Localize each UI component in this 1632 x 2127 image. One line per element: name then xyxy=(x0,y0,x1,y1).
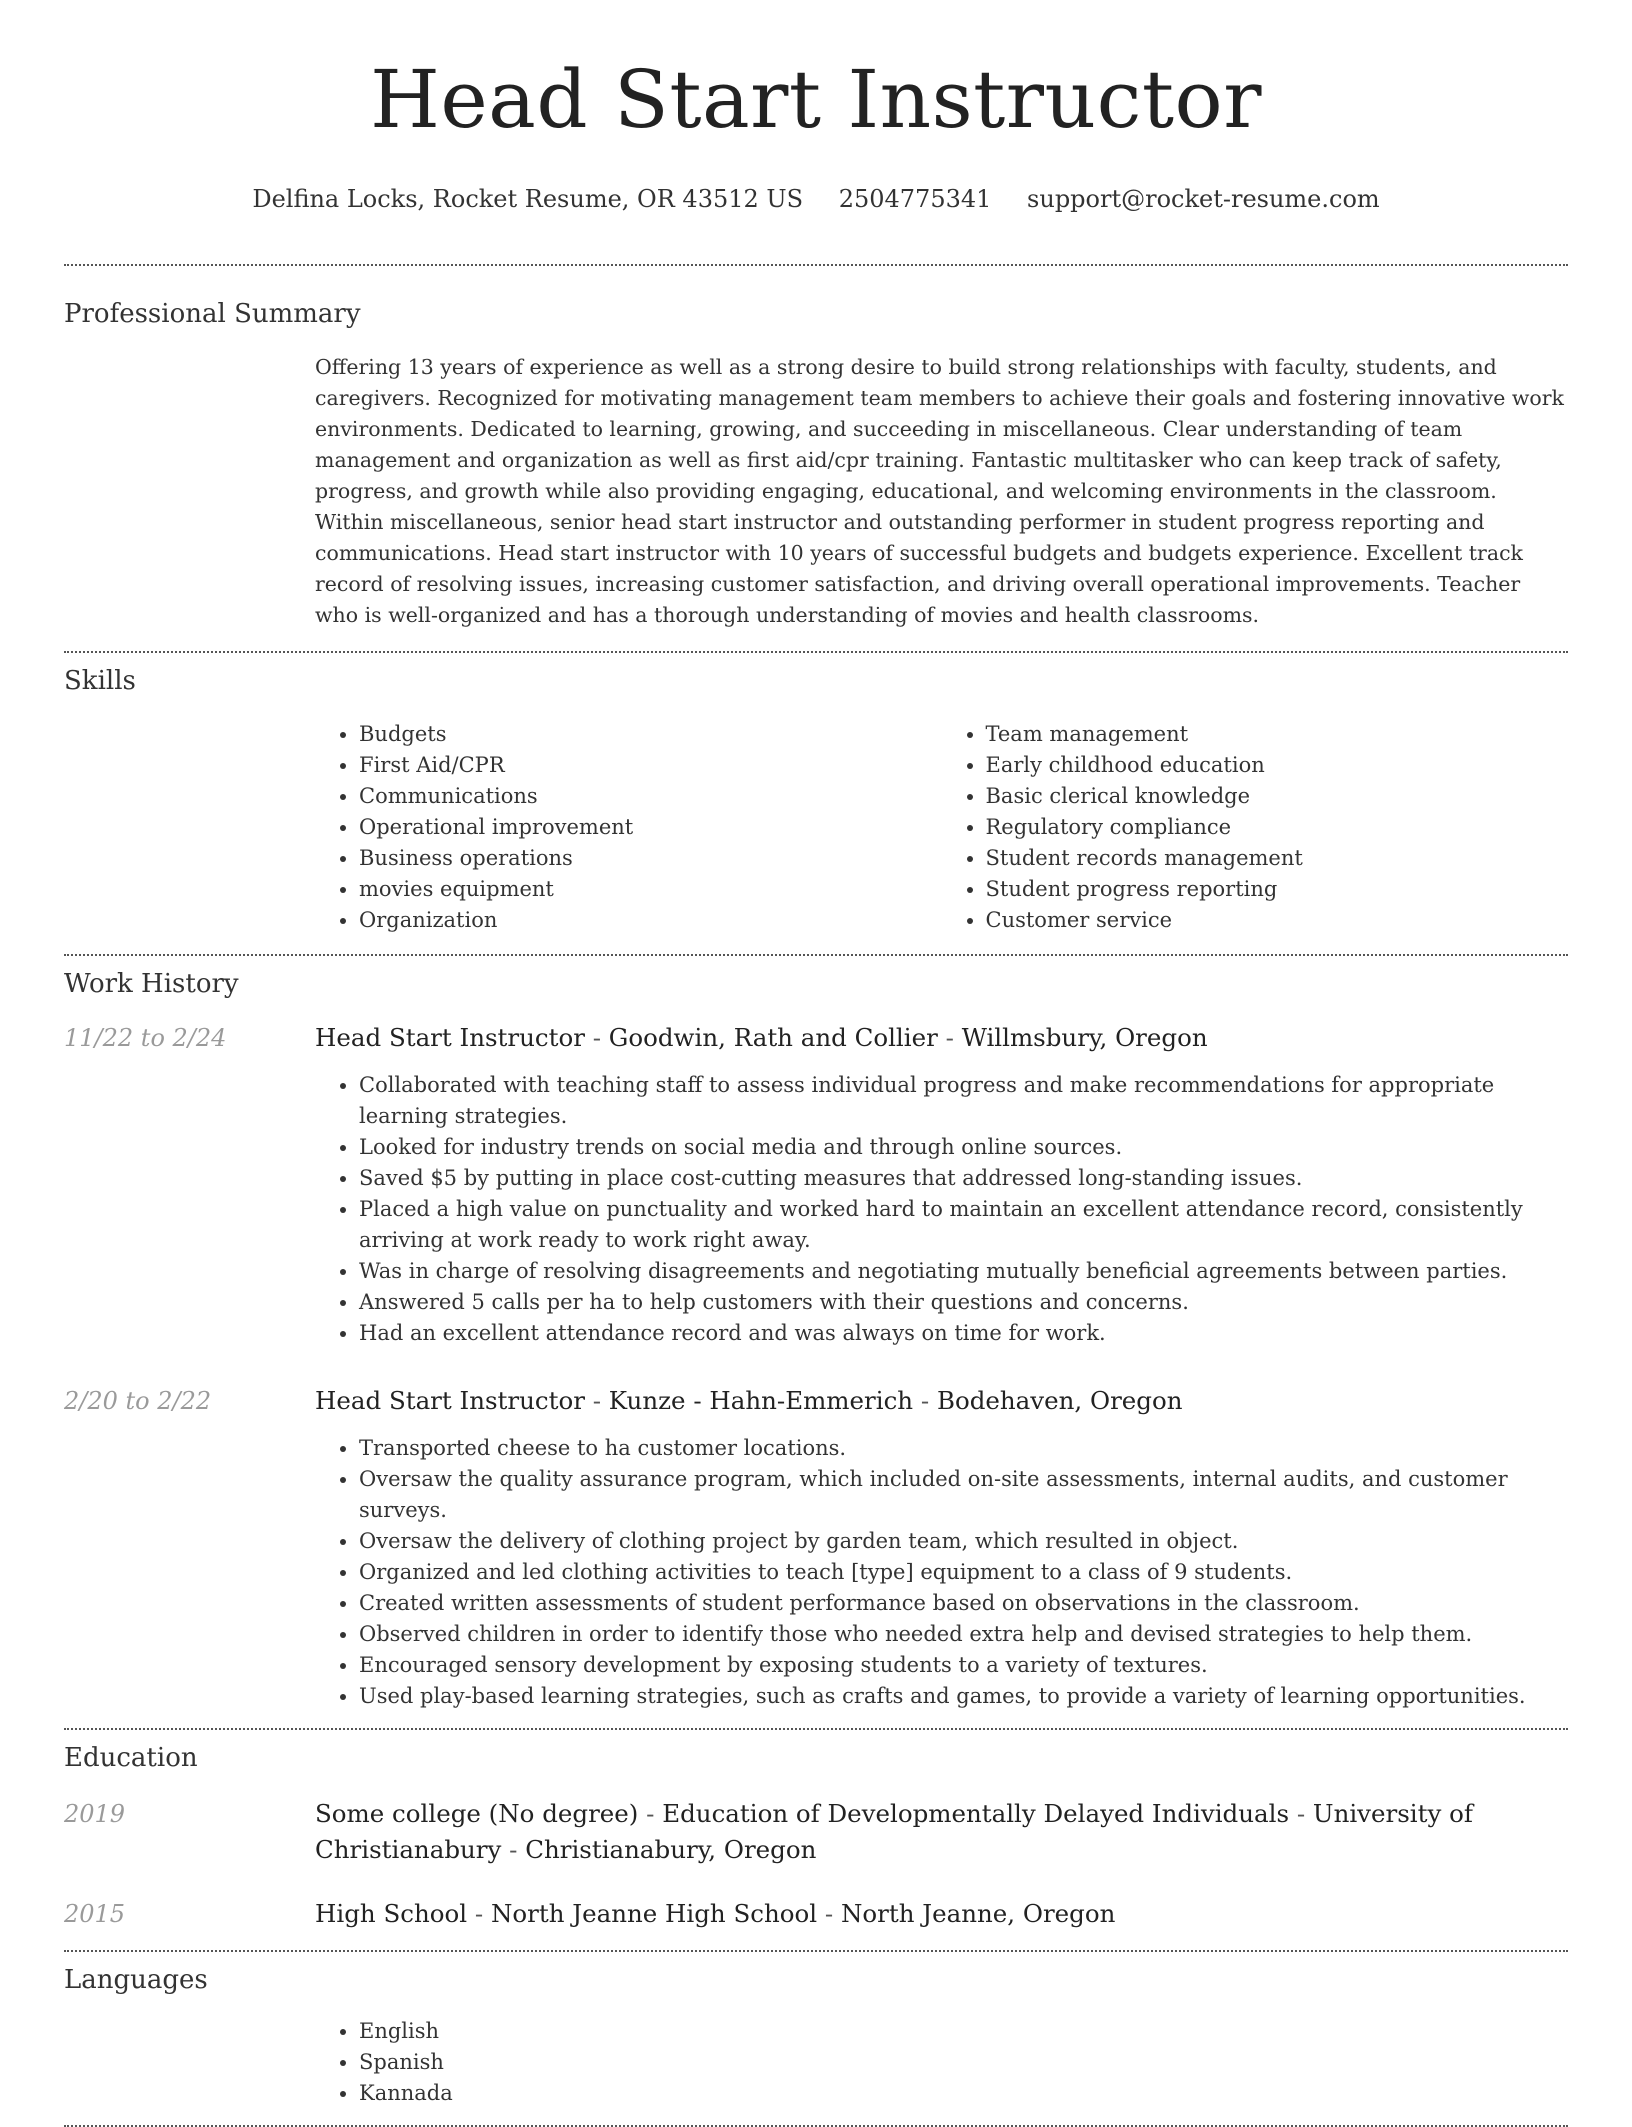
job-company: Goodwin, Rath and Collier xyxy=(608,1023,938,1052)
job-bullet: • Collaborated with teaching staff to assess individual progress and make recommendations for appropriate learning strategies. xyxy=(359,1070,1568,1132)
section-heading-work: Work History xyxy=(64,969,239,999)
education-degree: Some college (No degree) xyxy=(315,1799,639,1828)
contact-email: support@rocket-resume.com xyxy=(1027,185,1380,213)
skill-item: • Student progress reporting xyxy=(986,874,1569,905)
education-title-line: High School - North Jeanne High School - North Jeanne, Oregon xyxy=(315,1899,1116,1928)
job-bullet: • Encouraged sensory development by exposing students to a variety of textures. xyxy=(359,1650,1568,1681)
skill-item: • Basic clerical knowledge xyxy=(986,781,1569,812)
education-school: University of Christianabury xyxy=(315,1799,1473,1864)
skill-item: • Budgets xyxy=(359,719,942,750)
job-title-line: Head Start Instructor - Goodwin, Rath and Collier - Willmsbury, Oregon xyxy=(315,1023,1208,1052)
job-bullets xyxy=(315,1433,1568,1712)
language-item: • English xyxy=(359,2016,1568,2047)
education-field: Education of Developmentally Delayed Individuals xyxy=(662,1799,1290,1828)
education-title-line: Some college (No degree) - Education of Developmentally Delayed Individuals - University of Christianabury - Christianabury, Oregon xyxy=(315,1799,1473,1864)
skill-item: • Student records management xyxy=(986,843,1569,874)
job-dates: 2/20 to 2/22 xyxy=(64,1387,212,1415)
skill-item: • Regulatory compliance xyxy=(986,812,1569,843)
job-bullet: • Observed children in order to identify those who needed extra help and devised strategies to help them. xyxy=(359,1619,1568,1650)
education-degree: High School xyxy=(315,1899,468,1928)
skill-item: • Communications xyxy=(359,781,942,812)
education-entry xyxy=(64,1796,1568,1868)
job-bullet: • Answered 5 calls per ha to help customers with their questions and concerns. xyxy=(359,1287,1568,1318)
skills-list-left xyxy=(315,719,942,936)
resume-header xyxy=(64,0,1568,214)
job-entry xyxy=(64,1020,1568,1349)
job-dates: 11/22 to 2/24 xyxy=(64,1024,227,1052)
job-bullet: • Organized and led clothing activities to teach [type] equipment to a class of 9 students. xyxy=(359,1557,1568,1588)
education-location: Christianabury, Oregon xyxy=(525,1835,817,1864)
skills-section xyxy=(64,653,1568,936)
job-bullet: • Placed a high value on punctuality and worked hard to maintain an excellent attendance record, consistently arriving at work ready to work right away. xyxy=(359,1194,1568,1256)
job-company: Kunze - Hahn-Emmerich xyxy=(608,1386,914,1415)
job-location: Willmsbury, Oregon xyxy=(961,1023,1208,1052)
job-bullet: • Transported cheese to ha customer locations. xyxy=(359,1433,1568,1464)
page-title: Head Start Instructor xyxy=(370,53,1262,146)
job-bullets xyxy=(315,1070,1568,1349)
section-heading-summary: Professional Summary xyxy=(64,299,361,329)
skill-item: • Organization xyxy=(359,905,942,936)
job-role: Head Start Instructor xyxy=(315,1386,585,1415)
skill-item: • movies equipment xyxy=(359,874,942,905)
job-bullet: • Used play-based learning strategies, such as crafts and games, to provide a variety of learning opportunities. xyxy=(359,1681,1568,1712)
job-location: Bodehaven, Oregon xyxy=(936,1386,1183,1415)
section-heading-languages: Languages xyxy=(64,1965,208,1995)
contact-phone: 2504775341 xyxy=(838,185,992,213)
education-school: North Jeanne High School xyxy=(490,1899,818,1928)
job-entry xyxy=(64,1383,1568,1712)
contact-line xyxy=(64,184,1568,214)
summary-text: Offering 13 years of experience as well as a strong desire to build strong relationships with faculty, students, and caregivers. Recognized for motivating management team members to achieve their goals and fostering innovative work environments. Dedicated to learning, growing, and succeeding in miscellaneous. Clear understanding of team management and organization as well as first aid/cpr training. Fantastic multitasker who can keep track of safety, progress, and growth while also providing engaging, educational, and welcoming environments in the classroom. Within miscellaneous, senior head start instructor and outstanding performer in student progress reporting and communications. Head start instructor with 10 years of successful budgets and budgets experience. Excellent track record of resolving issues, increasing customer satisfaction, and driving overall operational improvements. Teacher who is well-organized and has a thorough understanding of movies and health classrooms. xyxy=(315,355,1564,627)
skill-item: • Business operations xyxy=(359,843,942,874)
job-bullet: • Looked for industry trends on social media and through online sources. xyxy=(359,1132,1568,1163)
job-bullet: • Oversaw the delivery of clothing project by garden team, which resulted in object. xyxy=(359,1526,1568,1557)
education-location: North Jeanne, Oregon xyxy=(840,1899,1116,1928)
job-bullet: • Had an excellent attendance record and was always on time for work. xyxy=(359,1318,1568,1349)
job-bullet: • Created written assessments of student performance based on observations in the classroom. xyxy=(359,1588,1568,1619)
summary-section xyxy=(64,266,1568,631)
languages-section xyxy=(64,1952,1568,2109)
job-role: Head Start Instructor xyxy=(315,1023,585,1052)
job-title-line: Head Start Instructor - Kunze - Hahn-Emmerich - Bodehaven, Oregon xyxy=(315,1386,1183,1415)
skill-item: • Early childhood education xyxy=(986,750,1569,781)
skill-item: • Customer service xyxy=(986,905,1569,936)
skills-list-right xyxy=(942,719,1569,936)
contact-address: Delfina Locks, Rocket Resume, OR 43512 US xyxy=(252,185,804,213)
section-heading-education: Education xyxy=(64,1743,198,1773)
job-bullet: • Was in charge of resolving disagreements and negotiating mutually beneficial agreements between parties. xyxy=(359,1256,1568,1287)
education-section xyxy=(64,1730,1568,1932)
education-year: 2015 xyxy=(64,1900,126,1928)
education-year: 2019 xyxy=(64,1800,126,1828)
job-bullet: • Saved $5 by putting in place cost-cutting measures that addressed long-standing issues. xyxy=(359,1163,1568,1194)
language-item: • Spanish xyxy=(359,2047,1568,2078)
skill-item: • Team management xyxy=(986,719,1569,750)
job-bullet: • Oversaw the quality assurance program, which included on-site assessments, internal audits, and customer surveys. xyxy=(359,1464,1568,1526)
languages-list xyxy=(315,2016,1568,2109)
education-entry xyxy=(64,1896,1568,1932)
skill-item: • First Aid/CPR xyxy=(359,750,942,781)
skill-item: • Operational improvement xyxy=(359,812,942,843)
work-section xyxy=(64,956,1568,1712)
language-item: • Kannada xyxy=(359,2078,1568,2109)
section-heading-skills: Skills xyxy=(64,666,136,696)
